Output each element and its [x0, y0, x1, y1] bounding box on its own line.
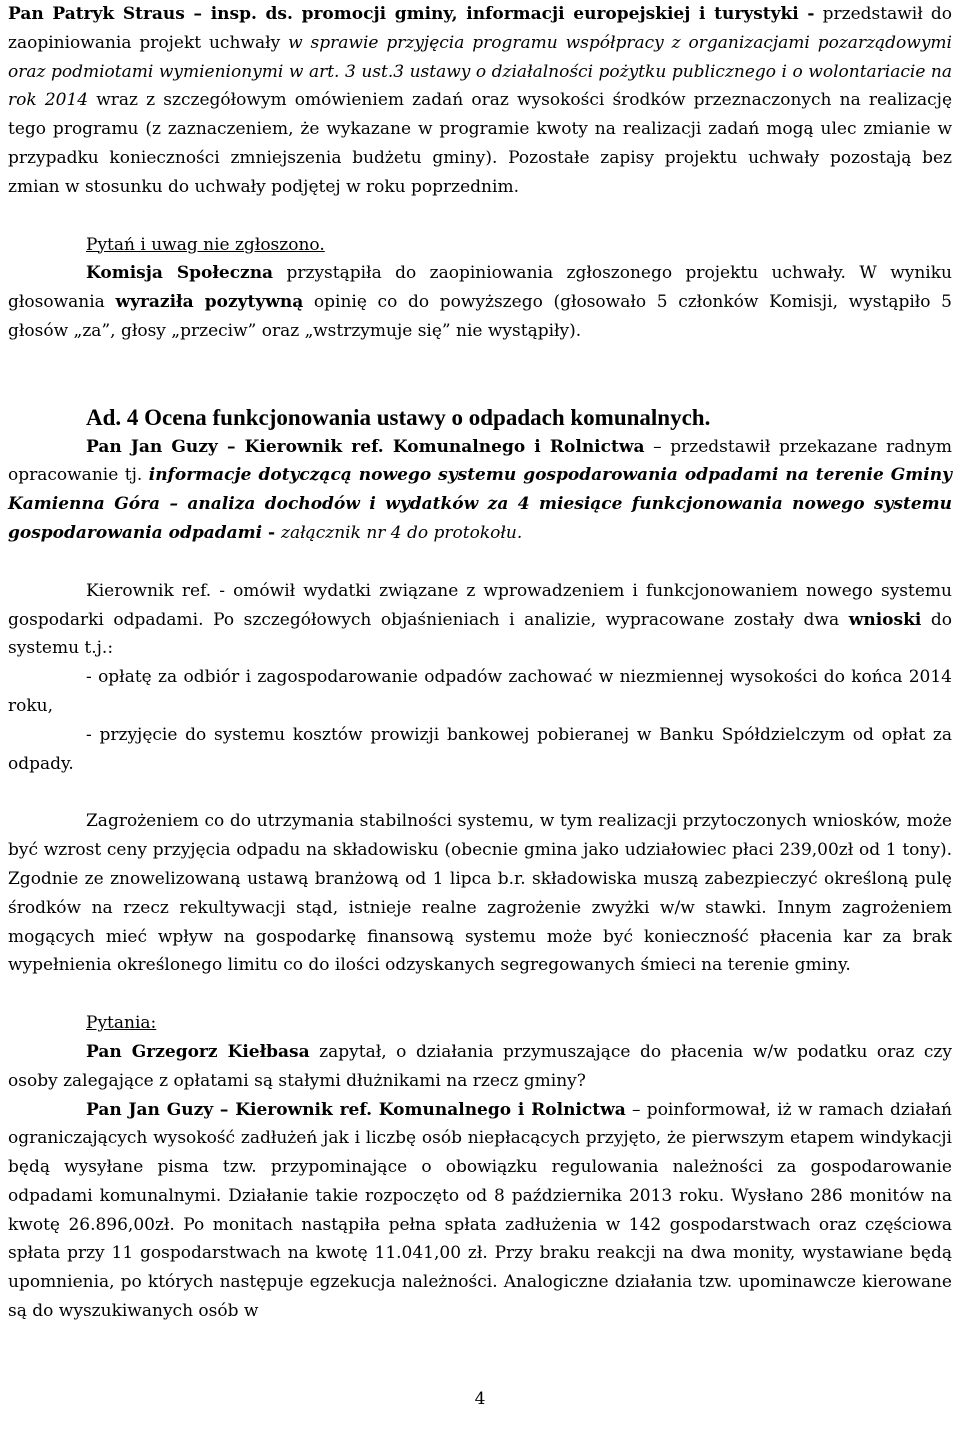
text-run: wraz z szczegółowym omówieniem zadań oraz wysokości środków przeznaczonych na realizację tego programu (z zaznaczeniem, że wykazane w programie kwoty na realizacji zadań mogą ulec zmianie w przypadku konieczności zmniejszenia budżetu gminy). Pozostałe zapisy projektu uchwały pozostają bez zmian w stosunku do uchwały podjętej w roku poprzednim. — [8, 90, 952, 197]
text-run: - — [262, 522, 282, 543]
text-run: wyraziła pozytywną — [115, 292, 304, 313]
text-run: załącznik nr 4 do protokołu. — [281, 522, 523, 543]
text-run: do systemu t.j.: — [8, 609, 952, 659]
document-body — [8, 0, 952, 1326]
text-run: Pytań i uwag nie zgłoszono. — [86, 234, 325, 255]
para-commission — [8, 259, 952, 345]
item-2 — [8, 721, 952, 779]
page-number: 4 — [474, 1389, 486, 1409]
text-run: Komisja Społeczna — [86, 263, 274, 284]
text-run: wnioski — [848, 609, 922, 630]
text-run: Pytania: — [86, 1013, 157, 1034]
text-run: – przedstawił przekazane radnym opracowanie tj. — [8, 436, 952, 486]
text-run: Pan Patryk Straus – insp. ds. promocji gminy, informacji europejskiej i turystyki - — [8, 4, 815, 24]
text-run: przedstawił do zaopiniowania projekt uchwały — [8, 4, 952, 53]
para-guzy-answer — [8, 1096, 952, 1326]
document-page — [8, 0, 952, 1431]
para-guzy-info — [8, 433, 952, 548]
no-questions — [8, 231, 952, 260]
text-run: zapytał, o działania przymuszające do płacenia w/w podatku oraz czy osoby zalegające z opłatami są stałymi dłużnikami na rzecz gminy? — [8, 1041, 952, 1091]
text-run: Ad. 4 Ocena funkcjonowania ustawy o odpadach komunalnych. — [86, 404, 711, 430]
para-threats — [8, 807, 952, 980]
text-run: Pan Jan Guzy – Kierownik ref. Komunalnego i Rolnictwa — [86, 1099, 626, 1120]
para-program — [8, 0, 952, 202]
text-run: przystąpiła do zaopiniowania zgłoszonego projektu uchwały. W wyniku głosowania — [8, 263, 952, 313]
text-run: w sprawie przyjęcia programu współpracy z organizacjami pozarządowymi oraz podmiotami wymienionymi w art. 3 ust.3 ustawy o działalności pożytku publicznego i o wolontariacie na rok 2014 — [8, 32, 952, 111]
text-run: Zagrożeniem co do utrzymania stabilności systemu, w tym realizacji przytoczonych wniosków, może być wzrost ceny przyjęcia odpadu na składowisku (obecnie gmina jako udziałowiec płaci 239,00zł od 1 tony). Zgodnie ze znowelizowaną ustawą branżową od 1 lipca b.r. składowiska muszą zabezpieczyć określoną pulę środków na rzecz rekultywacji stąd, istnieje realne zagrożenie zwyżki w/w stawki. Innym zagrożeniem mogących mieć wpływ na gospodarkę finansową systemu może być konieczność płacenia kar za brak wypełnienia określonego limitu co do ilości odzyskanych segregowanych śmieci na terenie gminy. — [8, 811, 952, 976]
text-run: Kierownik ref. - omówił wydatki związane z wprowadzeniem i funkcjonowaniem nowego systemu gospodarki odpadami. Po szczegółowych objaśnieniach i analizie, wypracowane zostały dwa — [8, 580, 952, 630]
text-run: opinię co do powyższego (głosowało 5 członków Komisji, wystąpiło 5 głosów „za”, głosy „przeciw” oraz „wstrzymuje się” nie wystąpiły). — [8, 292, 953, 341]
text-run: Pan Grzegorz Kiełbasa — [86, 1041, 310, 1062]
item-1 — [8, 663, 952, 721]
questions-label — [8, 1009, 952, 1038]
text-run: - opłatę za odbiór i zagospodarowanie odpadów zachować w niezmiennej wysokości do końca 2014 roku, — [8, 667, 952, 716]
para-kielbasa — [8, 1038, 952, 1096]
text-run: - przyjęcie do systemu kosztów prowizji bankowej pobieranej w Banku Spółdzielczym od opłat za odpady. — [8, 724, 952, 774]
text-run: – poinformował, iż w ramach działań ograniczających wysokość zadłużeń jak i liczbę osób niepłacących przyjęto, że pierwszym etapem windykacji będą wysyłane pisma tzw. przypominające o obowiązku regulowania należności za gospodarowanie odpadami komunalnymi. Działanie takie rozpoczęto od 8 października 2013 roku. Wysłano 286 monitów na kwotę 26.896,00zł. Po monitach nastąpiła pełna spłata zadłużenia w 142 gospodarstwach oraz częściowa spłata przy 11 gospodarstwach na kwotę 11.041,00 zł. Przy braku reakcji na dwa monity, wystawiane będą upomnienia, po których następuje egzekucja należności. Analogiczne działania tzw. upominawcze kierowane są do wyszukiwanych osób w — [8, 1099, 952, 1322]
text-run: Pan Jan Guzy – Kierownik ref. Komunalnego i Rolnictwa — [86, 436, 645, 457]
para-kierownik — [8, 577, 952, 663]
heading-ad4 — [8, 404, 952, 433]
text-run: informacje dotyczącą nowego systemu gospodarowania odpadami na terenie Gminy Kamienna Góra – analiza dochodów i wydatków za 4 miesiące funkcjonowania nowego systemu gospodarowania odpadami — [8, 465, 952, 543]
